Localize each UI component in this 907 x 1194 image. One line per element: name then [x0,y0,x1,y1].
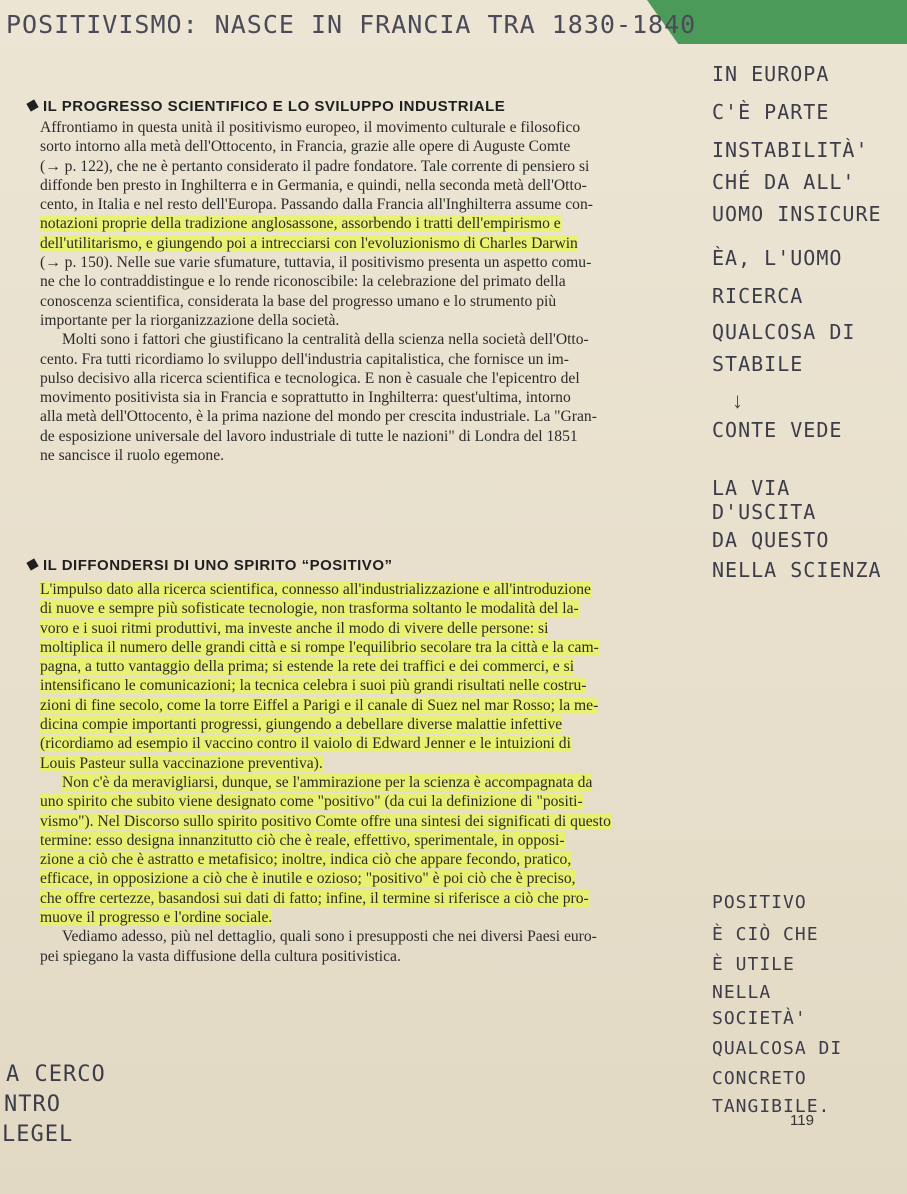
text-line-content: voro e i suoi ritmi produttivi, ma investe anche il modo di vivere delle persone: si [40,619,549,637]
text-line-content: termine: esso designa innanzitutto ciò che è reale, effettivo, sperimentale, in opposi- [40,831,565,849]
text-line-content: movimento positivista sia in Francia e soprattutto in Inghilterra: quest'ultima, intorno [40,389,571,407]
text-line [40,599,708,618]
text-line [40,137,708,156]
text-line-content: dicina compie importanti progressi, giungendo a debellare diverse malattie infettive [40,716,563,734]
section-body-progress [40,118,708,465]
text-line-content: (ricordiamo ad esempio il vaccino contro il vaiolo di Edward Jenner e le intuizioni di [40,735,571,753]
text-line [40,118,708,137]
text-line [40,754,708,773]
margin-note: TANGIBILE. [712,1096,831,1117]
bullet-square-icon [26,558,38,570]
margin-note: LA VIA [712,476,791,500]
text-line-content: zione a ciò che è astratto e metafisico; inoltre, indica ciò che appare fecondo, pratico, [40,851,572,869]
text-line-content: moltiplica il numero delle grandi città e si rompe l'equilibrio secolare tra la città e la cam- [40,638,599,656]
text-line-content: notazioni proprie della tradizione anglosassone, assorbendo i tratti dell'empirismo e [40,215,561,233]
text-line-content: Non c'è da meravigliarsi, dunque, se l'ammirazione per la scienza è accompagnata da [62,773,593,791]
text-line-content: zioni di fine secolo, come la torre Eiffel a Parigi e il canale di Suez nel mar Rosso; la me- [40,696,599,714]
text-line [40,696,708,715]
text-line-content: pei spiegano la vasta diffusione della cultura positivistica. [40,947,401,965]
text-line-content: che offre certezze, basandosi sui dati di fatto; infine, il termine si riferisce a ciò che pro- [40,889,589,907]
margin-note: INSTABILITÀ' [712,138,869,162]
text-line-content: efficace, in opposizione a ciò che è inutile e ozioso; "positivo" è poi ciò che è preciso, [40,870,576,888]
margin-note: NELLA SCIENZA [712,558,882,582]
text-line-content: cento. Fra tutti ricordiamo lo sviluppo dell'industria capitalistica, che fornisce un im- [40,350,569,368]
text-line-content: ne sancisce il ruolo egemone. [40,447,225,465]
margin-note: È UTILE [712,954,795,975]
margin-note: È CIÒ CHE [712,924,819,945]
margin-note: IN EUROPA [712,62,830,86]
text-line-content: (→ p. 150). Nelle sue varie sfumature, tuttavia, il positivismo presenta un aspetto comu- [40,254,592,272]
section-heading-progress: IL PROGRESSO SCIENTIFICO E LO SVILUPPO INDUSTRIALE [28,98,505,115]
text-line-content: de esposizione universale del lavoro industriale di tutte le nazioni" di Londra del 1851 [40,427,578,445]
margin-note: ÈA, L'UOMO [712,246,843,270]
text-line-content: Louis Pasteur sulla vaccinazione preventiva). [40,754,323,772]
bottom-note: A CERCO [6,1062,106,1087]
text-line-content: (→ p. 122), che ne è pertanto considerato il padre fondatore. Tale corrente di pensiero si [40,157,590,175]
margin-note: POSITIVO [712,892,807,913]
margin-note: CONCRETO [712,1068,807,1089]
text-line [40,214,708,233]
text-line-content: pagna, a tutto vantaggio della prima; si estende la rete dei traffici e dei commerci, e si [40,658,575,676]
text-line-content: L'impulso dato alla ricerca scientifica, connesso all'industrializzazione e all'introduzione [40,581,591,598]
text-line [40,947,708,966]
text-line [40,427,708,446]
margin-note: D'USCITA [712,500,817,524]
text-line [40,157,708,176]
text-line [40,638,708,657]
arrow-down-icon: ↓ [732,388,743,413]
text-line-content: di nuove e sempre più sofisticate tecnologie, non trasforma soltanto le modalità del la- [40,600,579,618]
text-line [40,869,708,888]
margin-note: STABILE [712,352,804,376]
text-line [40,927,708,946]
margin-note: QUALCOSA DI [712,320,856,344]
text-line-content: diffonde ben presto in Inghilterra e in Germania, e quindi, nella seconda metà dell'Otto- [40,176,587,194]
text-line [40,253,708,272]
text-line [40,657,708,676]
text-line [40,195,708,214]
section-heading-positive-spirit: IL DIFFONDERSI DI UNO SPIRITO “POSITIVO” [28,557,392,574]
bottom-note: NTRO [4,1092,61,1117]
text-line-content: Affrontiamo in questa unità il positivismo europeo, il movimento culturale e filosofico [40,119,581,136]
text-line-content: conoscenza scientifica, considerata la base del progresso umano e lo strumento più [40,292,557,310]
margin-note: UOMO INSICURE [712,202,882,226]
margin-note: C'È PARTE [712,100,830,124]
text-line [40,773,708,792]
text-line [40,330,708,349]
text-line-content: vismo"). Nel Discorso sullo spirito positivo Comte offre una sintesi dei significati di questo [40,812,611,830]
text-line-content: pulso decisivo alla ricerca scientifica e tecnologica. E non è casuale che l'epicentro del [40,369,580,387]
text-line-content: alla metà dell'Ottocento, è la prima nazione del mondo per crescita industriale. La "Gran- [40,408,597,426]
text-line [40,812,708,831]
text-line [40,446,708,465]
text-line [40,734,708,753]
text-line [40,369,708,388]
text-line [40,272,708,291]
text-line [40,831,708,850]
text-line-content: muove il progresso e l'ordine sociale. [40,909,273,927]
text-line [40,619,708,638]
text-line [40,850,708,869]
page-number: 119 [790,1112,814,1129]
handwritten-title: POSITIVISMO: NASCE IN FRANCIA TRA 1830-1840 [6,10,697,39]
text-line-content: uno spirito che subito viene designato come "positivo" (da cui la definizione di "positi- [40,793,583,811]
margin-note: QUALCOSA DI [712,1038,843,1059]
margin-note: RICERCA [712,284,804,308]
text-line-content: cento, in Italia e nel resto dell'Europa. Passando dalla Francia all'Inghilterra assume con- [40,196,593,214]
margin-note: CONTE VEDE [712,418,843,442]
bottom-note: LEGEL [2,1122,74,1147]
text-line [40,388,708,407]
text-line-content: Vediamo adesso, più nel dettaglio, quali sono i presupposti che nei diversi Paesi euro- [62,928,597,946]
text-line-content: ne che lo contraddistingue e lo rende riconoscibile: la celebrazione del primato della [40,273,566,291]
text-line [40,407,708,426]
text-line [40,350,708,369]
text-line [40,580,708,599]
text-line-content: intensificano le comunicazioni; la tecnica celebra i suoi più grandi risultati nelle costru- [40,677,587,695]
margin-note: CHÉ DA ALL' [712,170,856,194]
bullet-square-icon [26,99,38,111]
text-line [40,792,708,811]
text-line [40,292,708,311]
text-line [40,311,708,330]
margin-note: NELLA [712,982,772,1003]
text-line [40,234,708,253]
section-body-positive-spirit [40,580,708,966]
text-line-content: Molti sono i fattori che giustificano la centralità della scienza nella società dell'Otto- [62,331,589,349]
text-line [40,176,708,195]
margin-note: DA QUESTO [712,528,830,552]
text-line [40,715,708,734]
text-line [40,908,708,927]
text-line-content: dell'utilitarismo, e giungendo poi a intrecciarsi con l'evoluzionismo di Charles Darwin [40,234,578,252]
text-line [40,676,708,695]
text-line-content: importante per la riorganizzazione della società. [40,311,340,329]
text-line-content: sorto intorno alla metà dell'Ottocento, in Francia, grazie alle opere di Auguste Comte [40,138,571,156]
text-line [40,889,708,908]
margin-note: SOCIETÀ' [712,1008,807,1029]
